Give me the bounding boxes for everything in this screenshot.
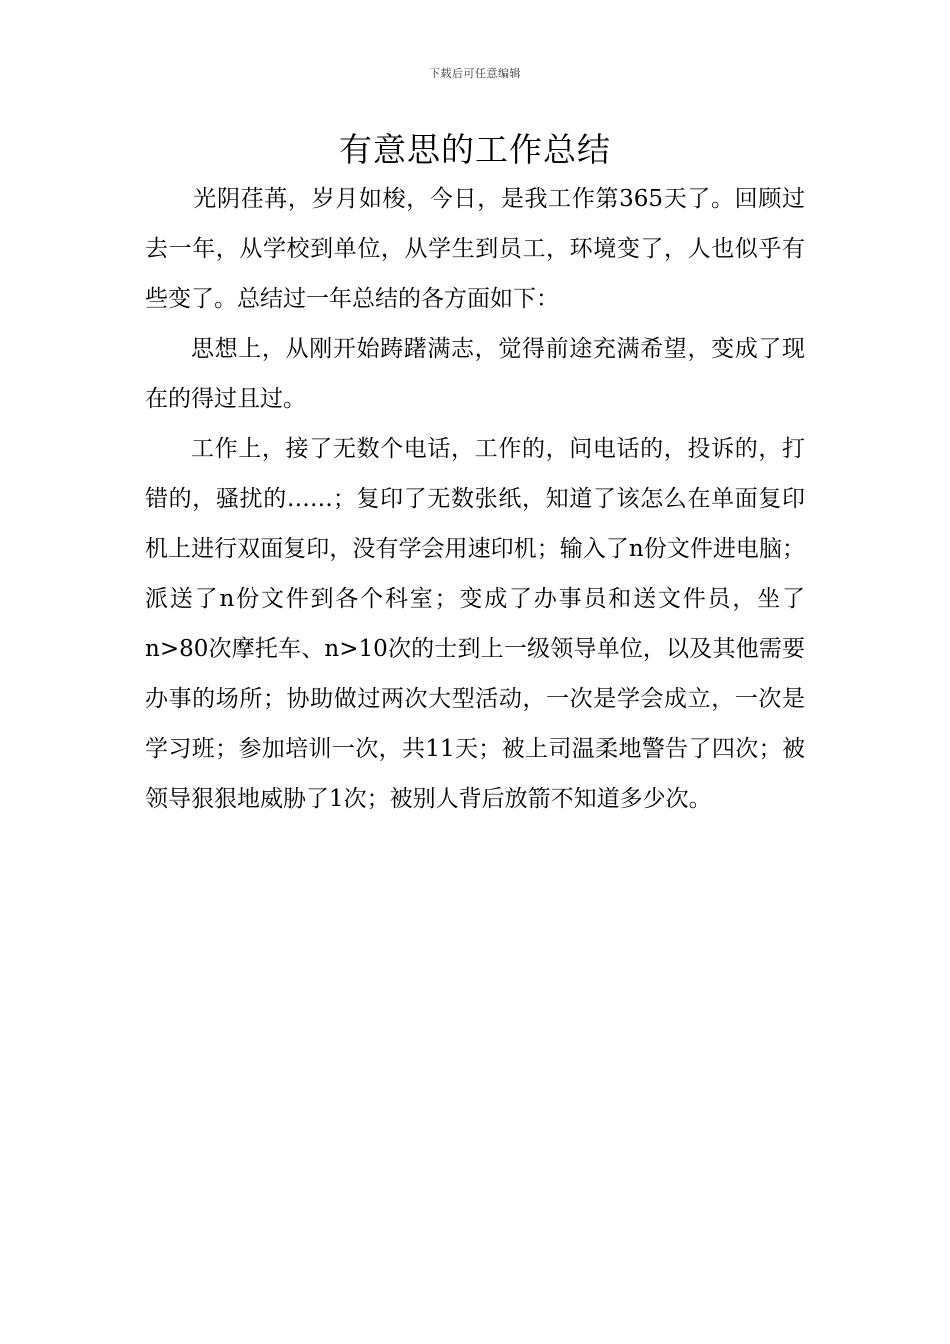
document-title: 有意思的工作总结 bbox=[339, 130, 611, 169]
header-note: 下载后可任意编辑 bbox=[429, 67, 521, 80]
paragraph-thoughts: 思想上，从刚开始踌躇满志，觉得前途充满希望，变成了现在的得过且过。 bbox=[145, 336, 805, 412]
paragraph-work: 工作上，接了无数个电话，工作的，问电话的，投诉的，打错的，骚扰的……；复印了无数张纸，知道了该怎么在单面复印机上进行双面复印，没有学会用速印机；输入了n份文件进电脑；派送了n份文件到各个科室；变成了办事员和送文件员，坐了n>80次摩托车、n>10次的士到上一级领导单位，以及其他需要办事的场所；协助做过两次大型活动，一次是学会成立，一次是学习班；参加培训一次，共11天；被上司温柔地警告了四次；被领导狠狠地威胁了1次；被别人背后放箭不知道多少次。 bbox=[145, 436, 805, 812]
paragraph-intro: 光阴荏苒，岁月如梭，今日，是我工作第365天了。回顾过去一年，从学校到单位，从学生到员工，环境变了，人也似乎有些变了。总结过一年总结的各方面如下： bbox=[145, 186, 805, 312]
document-body bbox=[145, 174, 805, 824]
